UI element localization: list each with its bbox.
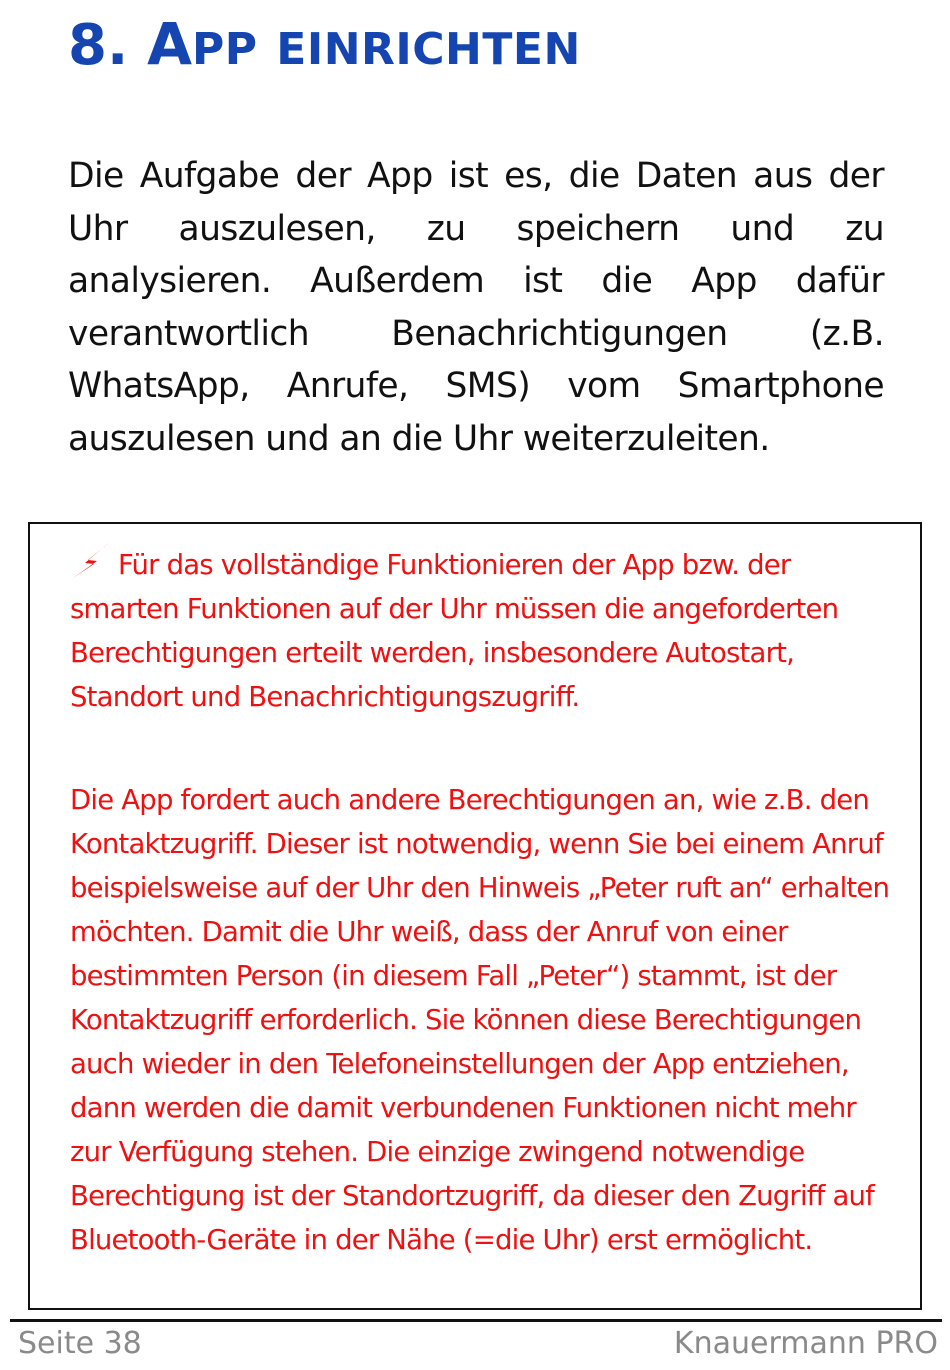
lightning-bolt-icon (70, 540, 114, 580)
brand-name: Knauermann PRO (673, 1326, 938, 1361)
page-number: Seite 38 (18, 1326, 142, 1361)
heading-initial-letter: A (147, 10, 192, 78)
section-number: 8. (68, 13, 129, 78)
intro-paragraph: Die Aufgabe der App ist es, die Daten aus der Uhr auszulesen, zu speichern und zu analysieren. Außerdem ist die App dafür verantwortlich Benachrichtigungen (z.B. WhatsApp, Anrufe, SMS) vom Smartphone auszulesen und an die Uhr weiterzuleiten. (68, 156, 884, 459)
section-heading (68, 8, 581, 86)
warning-notice-box (28, 522, 922, 1310)
heading-word-rest: PP (191, 24, 258, 75)
heading-word-second: EINRICHTEN (276, 24, 581, 75)
notice-paragraph-1-text: Für das vollständige Funktionieren der App bzw. der smarten Funktionen auf der Uhr müssen die angeforderten Berechtigungen erteilt werden, insbesondere Autostart, Standort und Benachrichtigungszugriff. (70, 549, 839, 713)
notice-paragraph-1 (70, 540, 890, 719)
notice-paragraph-2: Die App fordert auch andere Berechtigungen an, wie z.B. den Kontaktzugriff. Dieser ist notwendig, wenn Sie bei einem Anruf beispielsweise auf der Uhr den Hinweis „Peter ruft an“ erhalten möchten. Damit die Uhr weiß, dass der Anruf von einer bestimmten Person (in diesem Fall „Peter“) stammt, ist der Kontaktzugriff erforderlich. Sie können diese Berechtigungen auch wieder in den Telefoneinstellungen der App entziehen, dann werden die damit verbundenen Funktionen nicht mehr zur Verfügung stehen. Die einzige zwingend notwendige Berechtigung ist der Standortzugriff, da dieser den Zugriff auf Bluetooth-Geräte in der Nähe (=die Uhr) erst ermöglicht. (70, 784, 890, 1256)
